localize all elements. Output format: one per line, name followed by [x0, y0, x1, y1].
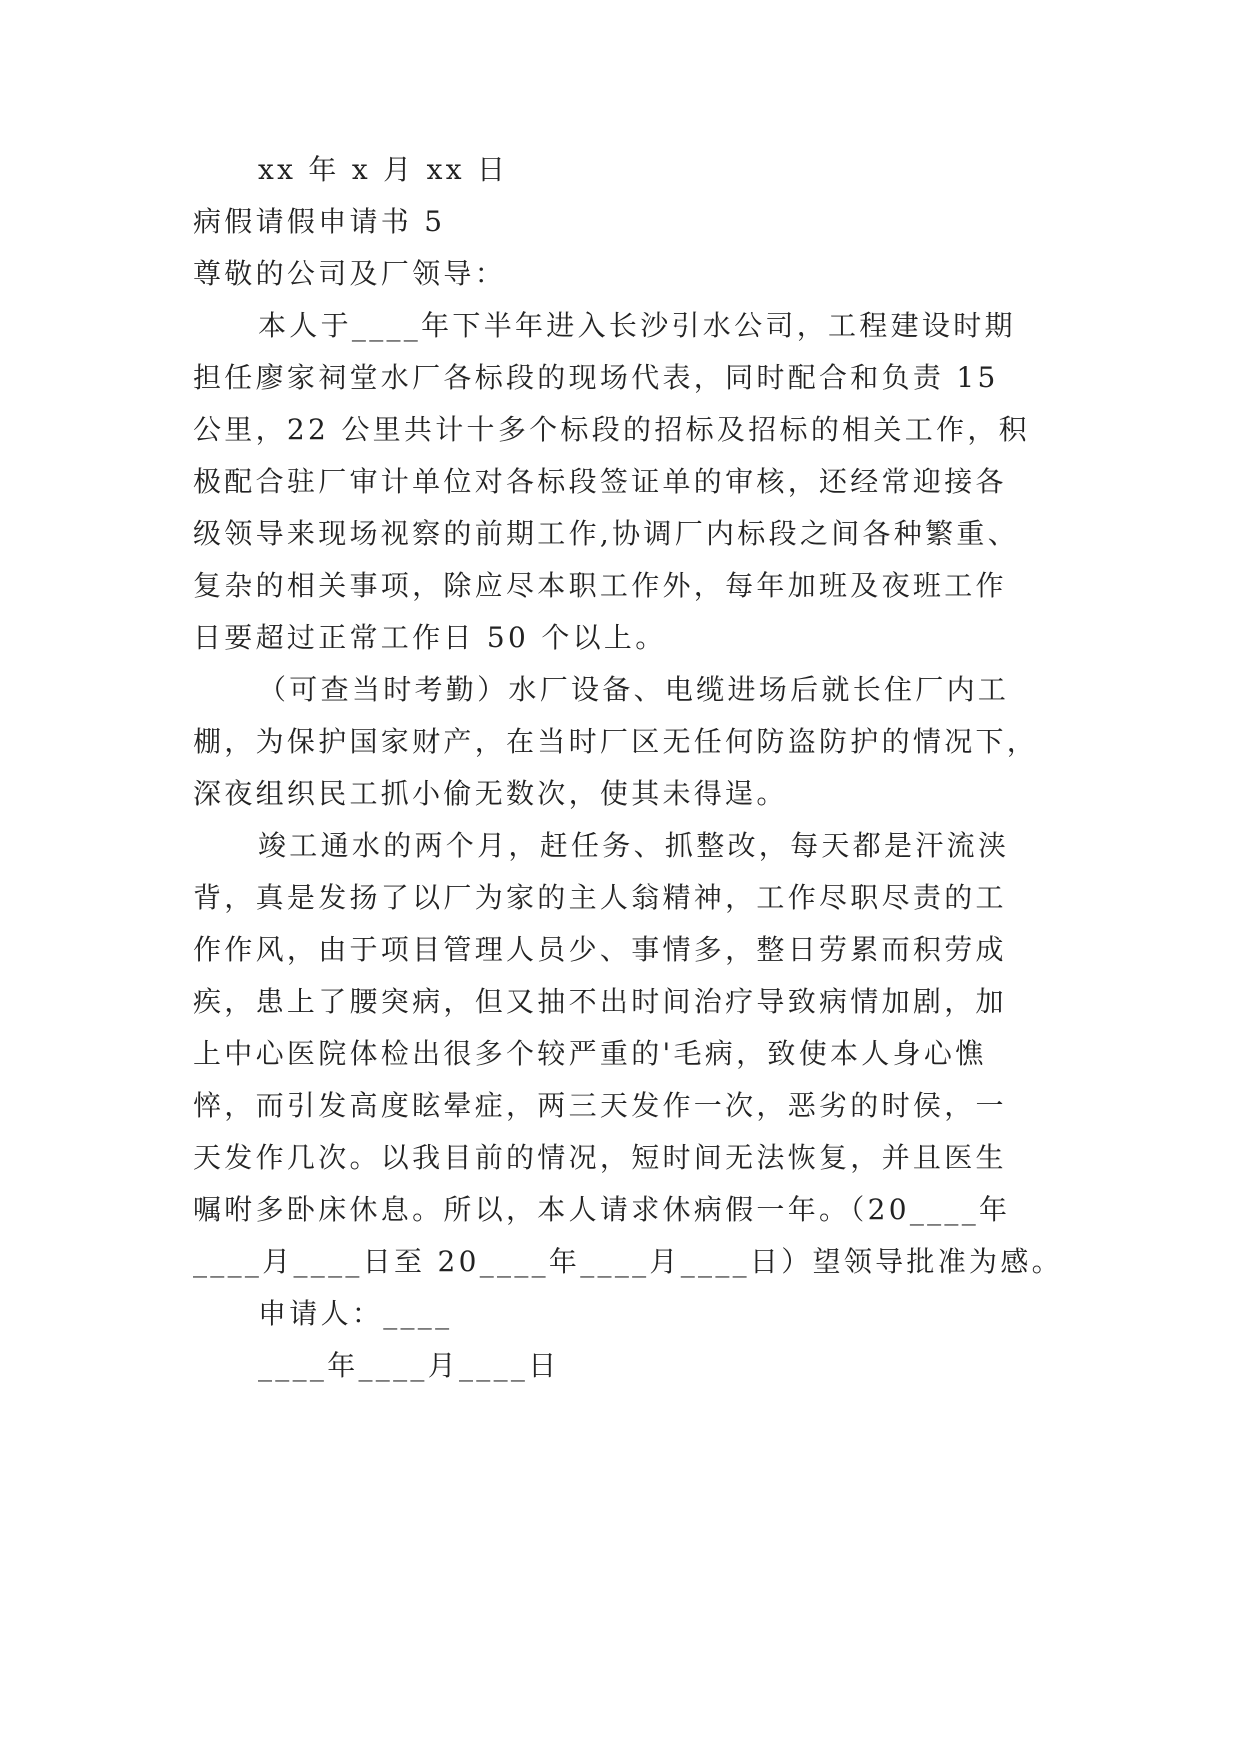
- paragraph-line: ____月____日至 20____年____月____日）望领导批准为感。: [193, 1245, 1063, 1278]
- paragraph-line: 背，真是发扬了以厂为家的主人翁精神，工作尽职尽责的工: [193, 881, 1007, 914]
- paragraph-line: 竣工通水的两个月，赶任务、抓整改，每天都是汗流浃: [258, 829, 1010, 862]
- paragraph-line: 公里，22 公里共计十多个标段的招标及招标的相关工作，积: [193, 413, 1030, 446]
- applicant-line: 申请人：____: [258, 1297, 453, 1330]
- paragraph-line: （可查当时考勤）水厂设备、电缆进场后就长住厂内工: [258, 673, 1010, 706]
- document-title: 病假请假申请书 5: [193, 205, 446, 238]
- paragraph-line: 上中心医院体检出很多个较严重的'毛病，致使本人身心憔: [193, 1037, 987, 1070]
- paragraph-line: 棚，为保护国家财产，在当时厂区无任何防盗防护的情况下，: [193, 725, 1039, 758]
- paragraph-line: 极配合驻厂审计单位对各标段签证单的审核，还经常迎接各: [193, 465, 1007, 498]
- paragraph-line: 深夜组织民工抓小偷无数次，使其未得逞。: [193, 777, 788, 810]
- paragraph-line: 悴，而引发高度眩晕症，两三天发作一次，恶劣的时侯，一: [193, 1089, 1007, 1122]
- paragraph-line: 级领导来现场视察的前期工作,协调厂内标段之间各种繁重、: [193, 517, 1020, 550]
- paragraph-line: 复杂的相关事项，除应尽本职工作外，每年加班及夜班工作: [193, 569, 1007, 602]
- paragraph-line: 作作风，由于项目管理人员少、事情多，整日劳累而积劳成: [193, 933, 1007, 966]
- paragraph-line: 天发作几次。以我目前的情况，短时间无法恢复，并且医生: [193, 1141, 1007, 1174]
- paragraph-line: 担任廖家祠堂水厂各标段的现场代表，同时配合和负责 15: [193, 361, 999, 394]
- paragraph-line: 本人于____年下半年进入长沙引水公司，工程建设时期: [258, 309, 1016, 342]
- paragraph-line: 嘱咐多卧床休息。所以，本人请求休病假一年。（20____年: [193, 1193, 1011, 1226]
- paragraph-line: 日要超过正常工作日 50 个以上。: [193, 621, 667, 654]
- sign-date-line: ____年____月____日: [258, 1349, 560, 1382]
- date-line: xx 年 x 月 xx 日: [258, 153, 509, 186]
- salutation: 尊敬的公司及厂领导：: [193, 257, 507, 290]
- paragraph-line: 疾，患上了腰突病，但又抽不出时间治疗导致病情加剧，加: [193, 985, 1007, 1018]
